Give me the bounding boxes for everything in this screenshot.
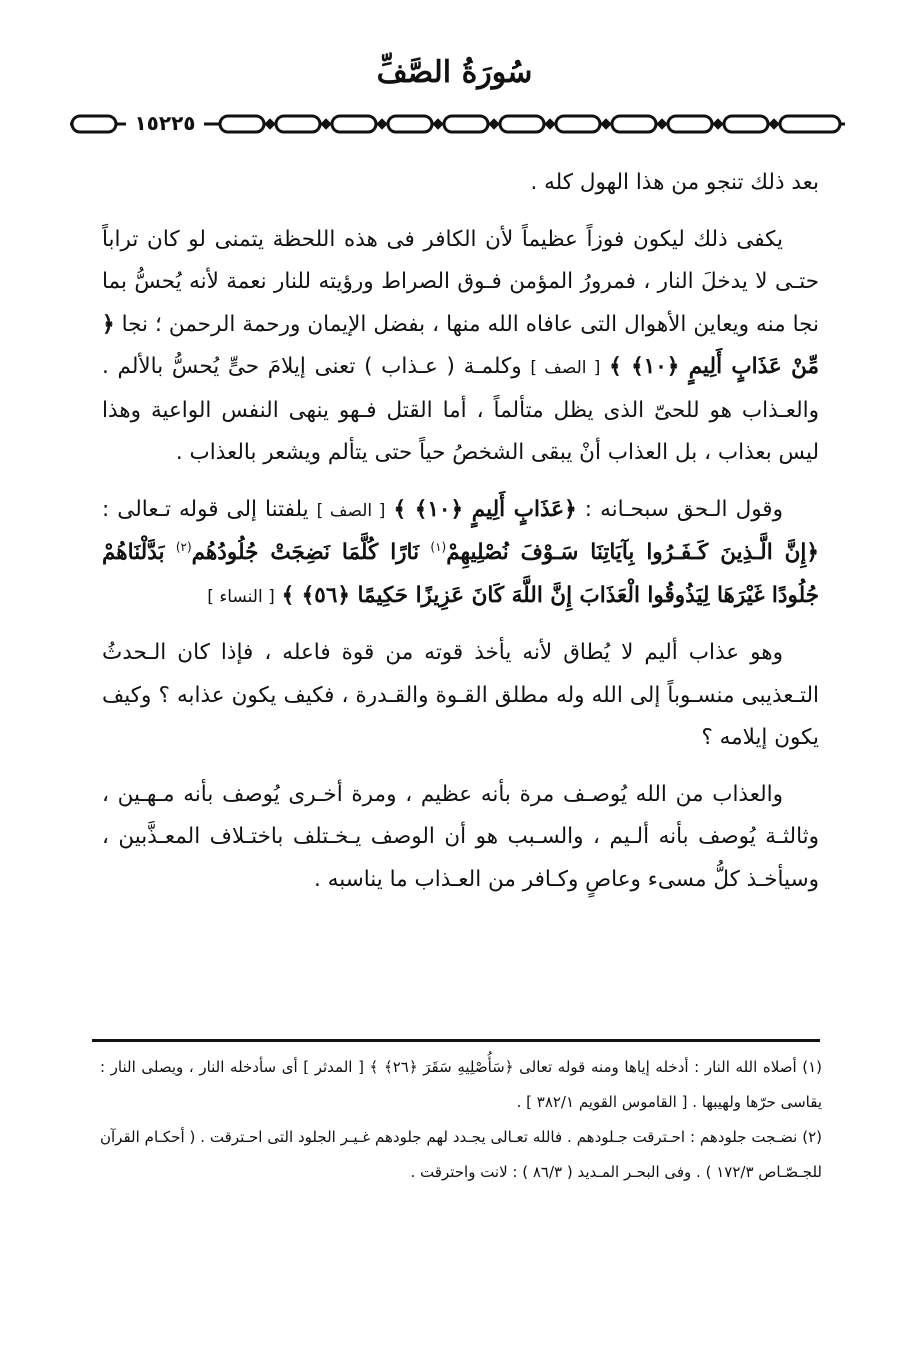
verse-reference-saff: [ الصف ] bbox=[530, 358, 601, 378]
footnote-1-source: [ القاموس القويم ٣٨٢/١ ] . bbox=[516, 1093, 688, 1111]
paragraph-3-text-b: يلفتنا إلى قوله تـعالى : bbox=[102, 496, 309, 522]
paragraph-3-text-a: وقول الـحق سبحـانه : bbox=[584, 496, 783, 522]
main-text bbox=[102, 162, 819, 915]
surah-title: سُورَةُ الصَّفِّ bbox=[376, 55, 533, 90]
footnote-1 bbox=[100, 1050, 822, 1120]
paragraph-1: بعد ذلك تنجو من هذا الهول كله . bbox=[530, 170, 819, 195]
page-number: ١٥٢٢٥ bbox=[126, 111, 204, 135]
footnote-separator bbox=[92, 1039, 820, 1042]
footnote-1-text: (١) أصلاه الله النار : أدخله إياها ومنه قوله تعالى ﴿سَأُصْلِيهِ سَقَرَ ﴿٢٦﴾ ﴾ [ المدثر ] أى سأدخله النار ، ويصلى النار : يقاسى حرّها ولهيبها . bbox=[100, 1058, 822, 1111]
footnote-marker-1: (١) bbox=[430, 539, 447, 554]
footnote-marker-2: (٢) bbox=[175, 539, 192, 554]
paragraph-5: والعذاب من الله يُوصـف مرة بأنه عظيم ، ومرة أخـرى يُوصف بأنه مـهـين ، وثالثـة يُوصف بأنه ألـيم ، والسـبب هو أن الوصف يـخـتلف باختـلاف المعـذَّبين ، وسيأخـذ كلُّ مسىء وعاصٍ وكـافر من العـذاب ما يناسبه . bbox=[102, 781, 819, 892]
quran-verse-saff-10: ﴿ مِّنْ عَذَابٍ أَلِيمٍ ﴿١٠﴾ ﴾ bbox=[102, 311, 819, 379]
paragraph-2-text-a: يكفى ذلك ليكون فوزاً عظيماً لأن الكافر فى هذه اللحظة يتمنى لو كان تراباً حتـى لا يدخلَ النار ، فمرورُ المؤمن فـوق الصراط ورؤيته للنار نعمة لأنه يُحسُّ بما نجا منه ويعاين الأهوال التى عافاه الله منها ، بفضل الإيمان ورحمة الرحمن ؛ نجا bbox=[102, 226, 819, 337]
footnote-2 bbox=[100, 1120, 822, 1190]
paragraph-2 bbox=[102, 219, 819, 475]
quran-verse-nisa-56-part-2: نَارًا كُلَّمَا نَضِجَتْ جُلُودُهُم bbox=[191, 540, 420, 565]
footnotes bbox=[100, 1050, 822, 1190]
paragraph-3 bbox=[102, 489, 819, 619]
footnote-2-source: ( أحكـام القرآن للجـصّـاص ١٧٢/٣ ) . وفى البحـر المـديد ( ٨٦/٣ ) : لانت واحترقت . bbox=[100, 1128, 822, 1181]
quran-verse-saff-10-repeat: ﴿عَذَابٍ أَلِيمٍ ﴿١٠﴾ ﴾ bbox=[393, 496, 577, 522]
paragraph-2-text-b: وكلمـة ( عـذاب ) تعنى إيلامَ حىٍّ يُحسُّ بالألم . والعـذاب هو للحىّ الذى يظل متألماً ، أما القتل فـهو ينهى النفس الواعية وهذا ليس بعذاب ، بل العذاب أنْ يبقى الشخصُ حياً حتى يتألم ويشعر بالعذاب . bbox=[102, 354, 819, 465]
footnote-2-text: (٢) نضـجت جلودهم : احـترقت جـلودهم . فالله تعـالى يجـدد لهم جلودهم غـيـر الجلود التى احـترقت . bbox=[200, 1128, 822, 1146]
quran-verse-nisa-56-part-1: ﴿إِنَّ الَّـذِينَ كَـفَـرُوا بِآيَاتِنَا سَـوْفَ نُصْلِيهِمْ bbox=[446, 540, 819, 565]
verse-reference-nisa: [ النساء ] bbox=[207, 586, 275, 607]
verse-reference-saff-2: [ الصف ] bbox=[316, 500, 386, 521]
quran-verse-nisa-56-part-3: بَدَّلْنَاهُمْ جُلُودًا غَيْرَهَا لِيَذُوقُوا الْعَذَابَ إِنَّ اللَّهَ كَانَ عَزِيزًا حَكِيمًا ﴿٥٦﴾ ﴾ bbox=[102, 540, 819, 608]
paragraph-4: وهو عذاب أليم لا يُطاق لأنه يأخذ قوته من قوة فاعله ، فإذا كان الـحدثُ التـعذيبى منسـوباً إلى الله وله مطلق القـوة والقـدرة ، فكيف يكون عذابه ؟ وكيف يكون إيلامه ؟ bbox=[102, 640, 819, 750]
